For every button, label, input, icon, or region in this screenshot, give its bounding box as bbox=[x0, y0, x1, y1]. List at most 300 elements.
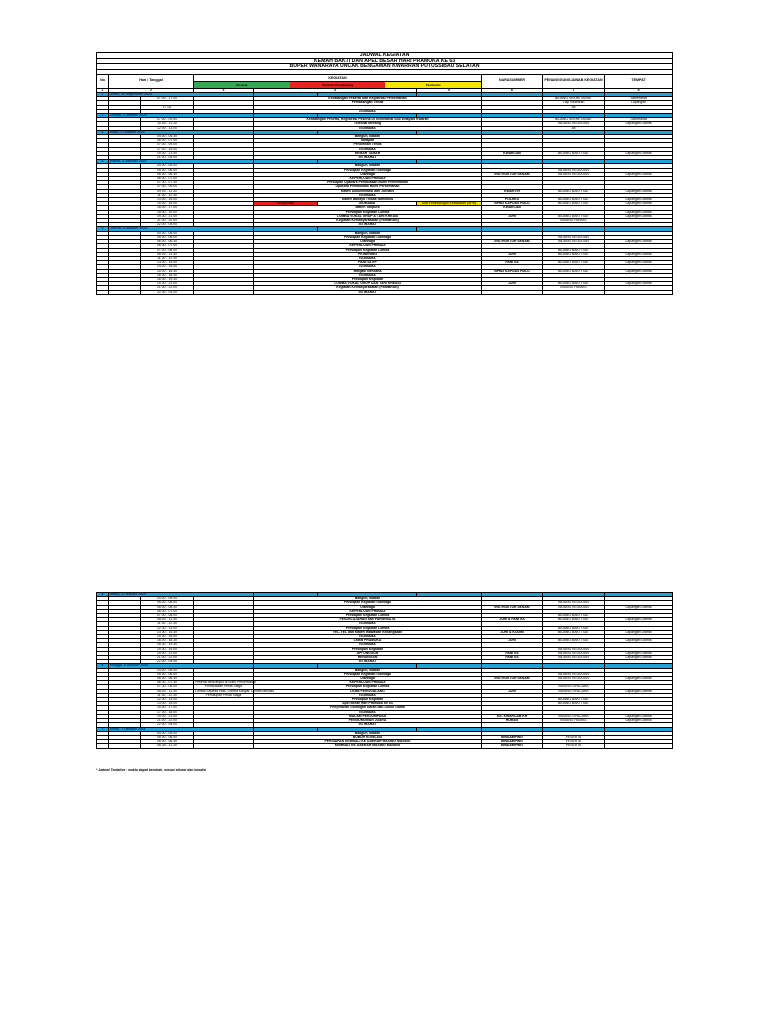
day-date: Jum'at, 4 Oktober 2024 bbox=[109, 227, 254, 231]
time-cell: 21.00 - 22.00 bbox=[141, 719, 194, 723]
narasumber-cell: JURI bbox=[482, 282, 543, 286]
activity-main: Persiapan Kegiatan Lomba bbox=[254, 626, 482, 630]
time-cell: 19.30 - 19.00 bbox=[141, 647, 194, 651]
tempat-cell: Lapangan Utama bbox=[605, 605, 673, 609]
activity-main: ISOMAMA bbox=[254, 622, 482, 626]
pj-cell: BIDANG BAKTI SAT bbox=[543, 248, 605, 252]
activity-main: Pendirikan Tenda bbox=[254, 143, 482, 147]
tempat-cell: Lapangan Utama bbox=[605, 172, 673, 176]
day-date: Kamis, 3 Oktober 2024 bbox=[109, 160, 254, 164]
pj-cell: PESERTA bbox=[543, 744, 605, 748]
day-number: 6 bbox=[97, 593, 109, 597]
tempat-cell: Lapangan Utama bbox=[605, 656, 673, 660]
activity-yellow: Alat Perlindungan Kebakaran (APB) bbox=[417, 202, 482, 206]
activity-main: ISOMAMA bbox=[254, 109, 482, 113]
time-cell: 19.30 - 21.00 bbox=[141, 151, 194, 155]
row-no-cell bbox=[97, 744, 109, 748]
time-cell: 15.30 - 16.00 bbox=[141, 635, 194, 639]
pj-cell: BIDANG BAKTI SAT bbox=[543, 214, 605, 218]
col-tempat: TEMPAT bbox=[605, 74, 673, 88]
activity-main: Kegiatan Kemasyarakatan (PAMBRAN) bbox=[254, 286, 482, 290]
time-cell: 13.00 - 14.00 bbox=[141, 261, 194, 265]
tempat-cell bbox=[605, 290, 673, 294]
activity-main: KEPERLUAN PRIBADI bbox=[254, 177, 482, 181]
pj-cell: BIDANG SEKRETARIAT bbox=[543, 118, 605, 122]
time-cell: 07.00 - 08.00 bbox=[141, 614, 194, 618]
activity-main: Tolechai Meeting bbox=[254, 122, 482, 126]
time-cell: 09.00 - 11.30 bbox=[141, 189, 194, 193]
tempat-cell: Lapangan Utama bbox=[605, 240, 673, 244]
pj-cell: BIDANG BAKTI SAT bbox=[543, 202, 605, 206]
activity-main: REMAH TAMAH bbox=[254, 151, 482, 155]
pj-cell: BIDANG BAKTI SAT bbox=[543, 261, 605, 265]
time-cell: 04.00 - 05.00 bbox=[141, 597, 194, 601]
time-cell: 15.00 - 16.30 bbox=[141, 269, 194, 273]
pj-cell: BIDANG UPACARA bbox=[543, 685, 605, 689]
activity-main: Penyerahan Golongan Darah dan Donor Darah bbox=[254, 706, 482, 710]
col-kegiatan: KEGIATAN bbox=[194, 75, 481, 82]
pj-cell: All bbox=[543, 105, 605, 109]
activity-main: KEPERLUAN PRIBADI bbox=[254, 681, 482, 685]
tempat-cell: Lapangan Utama bbox=[605, 618, 673, 622]
pj-cell: BIDANG HUMAS bbox=[543, 286, 605, 290]
day-number: 3 bbox=[97, 130, 109, 134]
column-header-row bbox=[97, 74, 673, 88]
narasumber-cell: BINDAMPING bbox=[482, 735, 543, 739]
activity-main: Persiapan Kegiatan Lomba bbox=[254, 685, 482, 689]
time-cell: 22.00 - 04.00 bbox=[141, 290, 194, 294]
narasumber-cell: INSTRUKTUR SENAM bbox=[482, 240, 543, 244]
narasumber-cell: JURI bbox=[482, 689, 543, 693]
col-narasumber: NARASUMBER bbox=[482, 74, 543, 88]
col-num: 1 bbox=[97, 88, 109, 92]
pj-cell: PESERTA bbox=[543, 735, 605, 739]
activity-main: Bangun, Ibadah bbox=[254, 231, 482, 235]
time-cell: 06.00 - 06.30 bbox=[141, 740, 194, 744]
activity-main: MALAM PERJUMPAAN bbox=[254, 714, 482, 718]
time-cell: 16.00 - 17.00 bbox=[141, 206, 194, 210]
time-cell: 04.00 - 05.00 bbox=[141, 164, 194, 168]
tempat-cell: Lapangan Utama bbox=[605, 282, 673, 286]
tempat-cell: Lapangan Utama bbox=[605, 651, 673, 655]
activity-left: Penutupan Pesta Siaga bbox=[194, 693, 254, 697]
day-date: Rabu, 2 Oktober 2024 bbox=[109, 130, 254, 134]
activity-main: ISOMAMA bbox=[254, 693, 482, 697]
doc-location: BUPER WANARAYA UNCAK BENGAWAN KWARRAN PUTUSSIBAU SELATAN bbox=[97, 64, 673, 70]
narasumber-cell bbox=[482, 290, 543, 294]
activity-main: RENUNGAN bbox=[254, 656, 482, 660]
activity-main: PERSIAPAN KEMBALI KE DAERAH MASING MASING bbox=[254, 740, 482, 744]
row-blank-cell bbox=[109, 290, 141, 294]
activity-main: Persiapan Kegiatan Olahraga bbox=[254, 672, 482, 676]
tempat-cell: Lapangan Utama bbox=[605, 198, 673, 202]
doc-title: JADWAL KEGIATAN bbox=[97, 53, 673, 59]
activity-main: Mitigasi Bencana bbox=[254, 269, 482, 273]
time-cell: 21.00 - 22.00 bbox=[141, 656, 194, 660]
time-cell: 13.00 - 15.00 bbox=[141, 702, 194, 706]
activity-main: Kedatangan Peserta Dan Registrasi Perkemahan bbox=[254, 97, 482, 101]
activity-main: ISOMAMA bbox=[254, 193, 482, 197]
activity-left: Pembukaan Pesta Siaga bbox=[194, 685, 254, 689]
time-cell: 21.00 - 22.00 bbox=[141, 219, 194, 223]
activity-main: ISOMAMA bbox=[254, 147, 482, 151]
activity-main: LKBB PENGGALANG bbox=[254, 689, 482, 693]
pj-cell: BIDANG BAKTI SAT bbox=[543, 702, 605, 706]
activity-main: Materi Tanpura bbox=[254, 206, 482, 210]
activity-main: PANITIA EP bbox=[254, 261, 482, 265]
time-cell: 06.30 - 07.00 bbox=[141, 609, 194, 613]
schedule-row bbox=[97, 744, 673, 748]
activity-main: ISOMAMA bbox=[254, 635, 482, 639]
col-num: 8 bbox=[605, 88, 673, 92]
tempat-cell: Lapangan Utama bbox=[605, 189, 673, 193]
activity-main: YEL-YEL dan Materi Wawasan Kebangsaan bbox=[254, 630, 482, 634]
tempat-cell: Lapangan Utama bbox=[605, 202, 673, 206]
row-blank-cell bbox=[109, 744, 141, 748]
narasumber-cell: POLRES bbox=[482, 198, 543, 202]
time-cell: 18.00 - 19.00 bbox=[141, 210, 194, 214]
footnote: * Jadwal Tentative : waktu dapat berubah, sesuai situasi dan kondisi bbox=[96, 768, 207, 772]
time-cell: 07.00 - 17.00 bbox=[141, 97, 194, 101]
time-cell: 18.30 - 19.30 bbox=[141, 277, 194, 281]
pj-cell: BIDANG BAKTI SAT bbox=[543, 151, 605, 155]
activity-main: Olahraga bbox=[254, 240, 482, 244]
pj-cell: BIDANG UPACARA bbox=[543, 714, 605, 718]
narasumber-cell: JURI bbox=[482, 214, 543, 218]
time-cell: 10.00 - 11.30 bbox=[141, 122, 194, 126]
pj-cell: BIDANG BAKTI SAT bbox=[543, 252, 605, 256]
pj-cell: BIDANG KEGIATAN bbox=[543, 122, 605, 126]
pj-cell: BIDANG BAKTI SAT bbox=[543, 698, 605, 702]
activity-main: Persiapan Kegiatan bbox=[254, 698, 482, 702]
time-cell: 17.00 - 18.00 bbox=[141, 710, 194, 714]
time-cell: 05.00 - 06.00 bbox=[141, 168, 194, 172]
activity-main: LKBB PRAMUKA bbox=[254, 639, 482, 643]
pj-cell: BIDANG BAKTI SAT bbox=[543, 189, 605, 193]
pj-cell: BIDANG KEGIATAN bbox=[543, 168, 605, 172]
activity-main: Persiapan Kegiatan bbox=[254, 647, 482, 651]
time-cell: 05.00 - 06.00 bbox=[141, 235, 194, 239]
day-number: 1 bbox=[97, 92, 109, 96]
sub-pembantu: Pembantu bbox=[385, 82, 481, 88]
time-cell: 16.30 - 18.30 bbox=[141, 273, 194, 277]
activity-main: PENJELAJAHAN dan PARIWISATA bbox=[254, 618, 482, 622]
time-cell: 06.00 - 06.30 bbox=[141, 240, 194, 244]
pj-cell: BIDANG HUMAS bbox=[543, 219, 605, 223]
time-cell: 19.00 - 21.00 bbox=[141, 714, 194, 718]
pj-cell: BIDANG BAKTI SAT bbox=[543, 630, 605, 634]
narasumber-cell: KWARCAB bbox=[482, 151, 543, 155]
activity-main: KEMBALI KE DAERAH MASING MASING bbox=[254, 744, 482, 748]
activity-main: Persiapan Kegiatan Olahraga bbox=[254, 601, 482, 605]
time-cell: 22.00 - 04.00 bbox=[141, 223, 194, 227]
activity-main: ISTIRAHAT bbox=[254, 723, 482, 727]
time-cell: 05.00 - 06.00 bbox=[141, 735, 194, 739]
pj-cell: BIDANG SEKRETARIAT bbox=[543, 97, 605, 101]
activity-main: Sarapan bbox=[254, 139, 482, 143]
tempat-cell: Lapangan Utama bbox=[605, 261, 673, 265]
narasumber-cell: HUMAS bbox=[482, 719, 543, 723]
time-cell: 17.00 - 19.00 bbox=[141, 147, 194, 151]
activity-main: Bangun, Ibadah bbox=[254, 135, 482, 139]
time-cell: 12.30 - 13.00 bbox=[141, 626, 194, 630]
activity-main: LOMBA VOKAL GRUP DAN TARI KREASI bbox=[254, 282, 482, 286]
activity-main: ISTIRAHAT bbox=[254, 290, 482, 294]
time-cell: 19.00 - 21.00 bbox=[141, 651, 194, 655]
time-cell: 06.30 - 07.00 bbox=[141, 244, 194, 248]
activity-main: Kedatangan Peserta, Registrasi Peserta Di Sekretariat Sub Wilayah/ Kwaran bbox=[254, 118, 482, 122]
activity-main: Materi Dokumentasi dan Jurnalis bbox=[254, 189, 482, 193]
narasumber-cell: PANITIA bbox=[482, 656, 543, 660]
row-no-cell bbox=[97, 290, 109, 294]
tempat-cell: Lapangan Utama bbox=[605, 639, 673, 643]
tempat-cell: Lapangan Utama bbox=[605, 122, 673, 126]
activity-main: Olahraga bbox=[254, 605, 482, 609]
pj-cell: BIDANG KEGIATAN bbox=[543, 656, 605, 660]
col-num: 7 bbox=[543, 88, 605, 92]
day-number: 4 bbox=[97, 160, 109, 164]
day-date: Selasa, 1 Oktober 2024 bbox=[109, 114, 254, 118]
time-cell: 11.30 - 12.30 bbox=[141, 256, 194, 260]
time-cell: 12.30 - 13.00 bbox=[141, 698, 194, 702]
tempat-cell: Lapangan Utama bbox=[605, 714, 673, 718]
col-num: 5 bbox=[417, 88, 482, 92]
activity-main: Materi Bahaya Tindak Narkotika bbox=[254, 198, 482, 202]
pj-cell: BIDANG BAKTI SAT bbox=[543, 639, 605, 643]
activity-main: ISTIRAHAT bbox=[254, 156, 482, 160]
time-cell: 21.00 - 22.00 bbox=[141, 286, 194, 290]
activity-main: Persiapan Kegiatan Lomba bbox=[254, 248, 482, 252]
activity-main: LOMBA VOKAL GRUP & TARI KREASI bbox=[254, 214, 482, 218]
time-cell: 21.00 - 04.00 bbox=[141, 156, 194, 160]
tempat-cell: Sekretariat bbox=[605, 97, 673, 101]
pj-cell: BIDANG KEGIATAN bbox=[543, 677, 605, 681]
narasumber-cell: JURI & PANITIA bbox=[482, 618, 543, 622]
pj-cell: BIDANG KEGIATAN bbox=[543, 647, 605, 651]
activity-main: Bangun, Ibadah bbox=[254, 164, 482, 168]
pj-cell: BIDANG BAKTI SAT bbox=[543, 614, 605, 618]
activity-main: PIONERING bbox=[254, 252, 482, 256]
day-number: 2 bbox=[97, 114, 109, 118]
time-cell: 19.30 - 21.00 bbox=[141, 214, 194, 218]
activity-main: Persiapan Kegiatan Olahraga bbox=[254, 168, 482, 172]
pj-cell: BIDANG BAKTI SAT bbox=[543, 618, 605, 622]
pj-cell: BIDANG KEGIATAN bbox=[543, 672, 605, 676]
schedule-row bbox=[97, 290, 673, 294]
time-cell: 07.00 - 09.00 bbox=[141, 143, 194, 147]
narasumber-cell: BPBD KAPUAS HULU bbox=[482, 202, 543, 206]
activity-main: ISOMAMA bbox=[254, 265, 482, 269]
pj-cell: BIDANG BAKTI SAT bbox=[543, 282, 605, 286]
narasumber-cell: BINDAMPING bbox=[482, 744, 543, 748]
time-cell: 06.00 - 06.30 bbox=[141, 172, 194, 176]
tempat-cell: Lapangan Utama bbox=[605, 677, 673, 681]
day-date: Sabtu, 5 Oktober 2024 bbox=[109, 593, 254, 597]
tempat-cell: Lapangan Utama bbox=[605, 689, 673, 693]
tempat-cell: Lapangan Utama bbox=[605, 214, 673, 218]
day-date: Senin, 7 Oktober 2024 bbox=[109, 727, 254, 731]
sub-pembina: Pembina Pendamping bbox=[290, 82, 386, 88]
col-pj: PENANGGUNGJAWAB KEGIATAN bbox=[543, 74, 605, 88]
time-cell: 06.30 - 07.30 bbox=[141, 681, 194, 685]
time-cell: 16.00 - 18.30 bbox=[141, 639, 194, 643]
activity-main: Apel Besar Hari Pramuka Ke 63 bbox=[254, 702, 482, 706]
activity-main: Persiapan Upacara Pembukaan Bumi Perkemahan bbox=[254, 181, 482, 185]
pj-cell: BIDANG HUMAS bbox=[543, 719, 605, 723]
activity-main: Persiapan Kegiatan Lomba bbox=[254, 614, 482, 618]
time-cell: 06.00 - 07.00 bbox=[141, 139, 194, 143]
day-number: 7 bbox=[97, 727, 109, 731]
pj-cell: BIDANG KEGIATAN bbox=[543, 601, 605, 605]
activity-main: Olahraga bbox=[254, 677, 482, 681]
narasumber-cell: KA. KWARCAB KH bbox=[482, 714, 543, 718]
schedule-table-page-2 bbox=[96, 592, 672, 749]
narasumber-cell: JURI & KODIM bbox=[482, 630, 543, 634]
pj-cell bbox=[543, 290, 605, 294]
activity-main: Persiapan Kegiatan bbox=[254, 277, 482, 281]
activity-main: KEPERLUAN PRIBADI bbox=[254, 244, 482, 248]
activity-main: Kegiatan Kemasyarakatan (PAMBRAN) bbox=[254, 219, 482, 223]
activity-main: BUBUR KONILASI bbox=[254, 735, 482, 739]
schedule-table-page-1 bbox=[96, 52, 672, 295]
time-cell: 17.00 bbox=[141, 105, 194, 109]
activity-main: API UNGGUN bbox=[254, 651, 482, 655]
narasumber-cell: INSTRUKTUR SENAM bbox=[482, 605, 543, 609]
tempat-cell: Lapangan Utama bbox=[605, 151, 673, 155]
time-cell: 15.00 - 17.00 bbox=[141, 706, 194, 710]
activity-left: Lomba Sepeda Hias, Lomba Kasyar, Lomba Melukis bbox=[195, 688, 274, 693]
activity-main: PENGUMUMAN JUARA bbox=[254, 719, 482, 723]
pj-cell: BIDANG KEGIATAN bbox=[543, 172, 605, 176]
time-cell: 07.30 - 09.00 bbox=[141, 185, 194, 189]
time-cell: 05.00 - 06.00 bbox=[141, 672, 194, 676]
time-cell: 06.30 - 07.00 bbox=[141, 177, 194, 181]
pj-cell: PESERTA bbox=[543, 740, 605, 744]
narasumber-cell: PANITIA bbox=[482, 261, 543, 265]
pj-cell: BIDANG UPACARA bbox=[543, 689, 605, 693]
activity-left: Peserta Berkumpul di Bumi Perkemahan bbox=[195, 680, 257, 685]
tempat-cell bbox=[605, 744, 673, 748]
sub-peserta: Peserta bbox=[194, 82, 290, 88]
activity-main: ISOMAMA bbox=[254, 643, 482, 647]
time-cell: 19.30 - 21.00 bbox=[141, 282, 194, 286]
time-cell: 18.30 - 19.30 bbox=[141, 643, 194, 647]
activity-main: ISTIRAHAT bbox=[254, 223, 482, 227]
narasumber-cell: INSTRUKTUR SENAM bbox=[482, 172, 543, 176]
col-num: 6 bbox=[482, 88, 543, 92]
time-cell: 06.00 - 06.30 bbox=[141, 605, 194, 609]
day-number: 5 bbox=[97, 227, 109, 231]
col-num: 3 bbox=[194, 88, 254, 92]
time-cell: 11.30 - 12.30 bbox=[141, 193, 194, 197]
activity-left bbox=[194, 744, 254, 748]
activity-main: Bangun, Ibadah bbox=[254, 668, 482, 672]
time-cell: 04.00 - 05.30 bbox=[141, 135, 194, 139]
time-cell: 13.00 - 15.30 bbox=[141, 630, 194, 634]
day-number: 6 bbox=[97, 664, 109, 668]
activity-main: Persiapan Kegiatan Olahraga bbox=[254, 235, 482, 239]
day-date: Senin, 30 September 2024 bbox=[109, 92, 254, 96]
activity-main: ISTIRAHAT bbox=[254, 660, 482, 664]
narasumber-cell: JURI bbox=[482, 639, 543, 643]
activity-main: ISOMAMA bbox=[254, 256, 482, 260]
time-cell: 15.00 - 16.00 bbox=[141, 202, 194, 206]
time-cell: 05.00 - 06.00 bbox=[141, 601, 194, 605]
narasumber-cell: KWARCAB bbox=[482, 206, 543, 210]
activity-main: Olahraga bbox=[254, 172, 482, 176]
pj-cell: BIDANG BAKTI SAT bbox=[543, 198, 605, 202]
time-cell: 08.00 - 11.30 bbox=[141, 252, 194, 256]
time-cell: 14.00 - 15.00 bbox=[141, 265, 194, 269]
activity-main: ISOMAMA bbox=[254, 126, 482, 130]
doc-subtitle: KEMAH BAKTI DAN APEL BESAR HARI PRAMUKA KE 63 bbox=[97, 58, 673, 64]
activity-main: Bangun, Ibadah bbox=[254, 597, 482, 601]
col-num: 2 bbox=[109, 88, 194, 92]
time-cell: 12.00 - 13.00 bbox=[141, 126, 194, 130]
col-day: Hari / Tanggal bbox=[109, 74, 194, 88]
activity-main: Persiapan Kegiatan Lomba bbox=[254, 210, 482, 214]
narasumber-cell: KWARTIR bbox=[482, 189, 543, 193]
time-cell: 22.00 - 04.00 bbox=[141, 660, 194, 664]
activity-left bbox=[194, 290, 254, 294]
day-date: Minggu, 6 Oktober 2024 bbox=[109, 664, 254, 668]
narasumber-cell: PANITIA bbox=[482, 651, 543, 655]
activity-main: ISOMAMA bbox=[254, 710, 482, 714]
time-cell: 07.30 - 08.00 bbox=[141, 685, 194, 689]
pj-cell: All bbox=[543, 126, 605, 130]
pj-cell: BIDANG KEGIATAN bbox=[543, 235, 605, 239]
narasumber-cell: BINDAMPING bbox=[482, 740, 543, 744]
col-num: 4 bbox=[254, 88, 417, 92]
col-no: No bbox=[97, 74, 109, 88]
pj-cell: BIDANG KEGIATAN bbox=[543, 605, 605, 609]
narasumber-cell: JURI bbox=[482, 252, 543, 256]
pj-cell: BIDANG BAKTI SAT bbox=[543, 626, 605, 630]
time-cell: 04.00 - 05.00 bbox=[141, 231, 194, 235]
time-cell: 11.30 - 12.30 bbox=[141, 693, 194, 697]
narasumber-cell: INSTRUKTUR SENAM bbox=[482, 677, 543, 681]
activity-main: ISOMAMA bbox=[318, 202, 417, 206]
pj-cell: BIDANG BAKTI SAT bbox=[543, 269, 605, 273]
narasumber-cell: BPBD KAPUAS HULU bbox=[482, 269, 543, 273]
tempat-cell: Lapangan Utama bbox=[605, 269, 673, 273]
activity-red: Penyuluhan bbox=[254, 202, 318, 206]
time-cell: 13.00 - 15.00 bbox=[141, 198, 194, 202]
tempat-cell: Sekretariat bbox=[605, 118, 673, 122]
time-cell: 07.00 - 09.00 bbox=[141, 118, 194, 122]
time-cell: 06.30 - 11.30 bbox=[141, 744, 194, 748]
time-cell: 07.00 - 08.00 bbox=[141, 248, 194, 252]
time-cell: 08.00 - 11.30 bbox=[141, 689, 194, 693]
time-cell: 22.00 - 04.00 bbox=[141, 723, 194, 727]
activity-main: Upacara Pembukaan Bumi Perkemahan bbox=[254, 185, 482, 189]
time-cell: 06.00 - 06.30 bbox=[141, 677, 194, 681]
time-cell: 04.00 - 05.00 bbox=[141, 668, 194, 672]
time-cell: 04.00 - 05.00 bbox=[141, 731, 194, 735]
tempat-cell: Lapangan Utama bbox=[605, 630, 673, 634]
time-cell: 11.30 - 12.30 bbox=[141, 622, 194, 626]
time-cell: 08.00 - 11.30 bbox=[141, 618, 194, 622]
pj-cell: BIDANG KEGIATAN bbox=[543, 651, 605, 655]
activity-main: KEPERLUAN PRIBADI bbox=[254, 609, 482, 613]
activity-main: ISOMAMA bbox=[254, 273, 482, 277]
tempat-cell: Lapangan Utama bbox=[605, 719, 673, 723]
tempat-cell: Lapangan Utama bbox=[605, 210, 673, 214]
activity-main: Pemasangan Tenda bbox=[254, 101, 482, 105]
tempat-cell: Lapangan bbox=[605, 101, 673, 105]
tempat-cell: Lapangan Utama bbox=[605, 252, 673, 256]
pj-cell: Tiap Kwartiran bbox=[543, 101, 605, 105]
